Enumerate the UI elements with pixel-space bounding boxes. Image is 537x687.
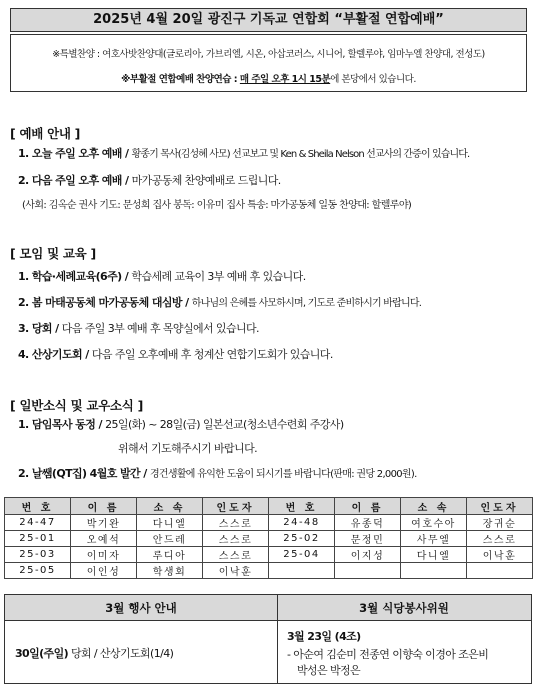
bulletin-title bbox=[10, 8, 527, 32]
column-divider bbox=[277, 595, 278, 683]
meal-service-names-2: 박성은 박정은 bbox=[297, 664, 361, 677]
table-row bbox=[5, 515, 533, 531]
worship-item-1-label: 1. 오늘 주일 오후 예배 / bbox=[18, 147, 132, 160]
news-item-2 bbox=[18, 465, 417, 481]
table-cell: 다니엘 bbox=[401, 547, 467, 563]
meetings-item-1-text: 학습세례 교육이 3부 예배 후 있습니다. bbox=[131, 270, 306, 283]
choir-practice-label: ※부활절 연합예배 찬양연습 : bbox=[121, 74, 240, 85]
table-cell: 24-48 bbox=[269, 515, 335, 531]
table-cell: 유종덕 bbox=[335, 515, 401, 531]
table-row bbox=[5, 531, 533, 547]
table-cell: 박기완 bbox=[71, 515, 137, 531]
meal-service-names-1: - 아순여 김순미 전종연 이향숙 이경아 조은비 bbox=[287, 648, 489, 661]
table-cell: 루디아 bbox=[137, 547, 203, 563]
table-cell: 다니엘 bbox=[137, 515, 203, 531]
special-choir-line: ※특별찬양 : 여호사밧찬양대(글로리아, 가브리엘, 시온, 아삽코러스, 시니어, 할렐루야, 임마누엘 찬양대, 전성도) bbox=[52, 49, 485, 60]
table-cell bbox=[467, 563, 533, 579]
column-header: 번 호 bbox=[5, 498, 71, 515]
table-cell: 이미자 bbox=[71, 547, 137, 563]
news-item-2-label: 2. 날쌤(QT집) 4월호 발간 / bbox=[18, 467, 150, 480]
table-cell: 25-03 bbox=[5, 547, 71, 563]
meal-service-date: 3월 23일 (4조) bbox=[287, 630, 361, 643]
events-text bbox=[15, 645, 173, 661]
meetings-item-2-label: 2. 봄 마태공동체 마가공동체 대심방 / bbox=[18, 296, 192, 309]
table-cell: 문정민 bbox=[335, 531, 401, 547]
choir-practice-place: 에 본당에서 있습니다. bbox=[330, 74, 416, 85]
title-date: 2025년 4월 20일 bbox=[93, 12, 208, 27]
meetings-item-4-text: 다음 주일 오후예배 후 청계산 연합기도회가 있습니다. bbox=[91, 348, 333, 361]
table-cell bbox=[401, 563, 467, 579]
meetings-item-3-label: 3. 당회 / bbox=[18, 322, 62, 335]
news-item-1-continued: 위해서 기도해주시기 바랍니다. bbox=[118, 442, 258, 455]
worship-roles: (사회: 김옥순 권사 기도: 문성희 집사 봉독: 이유미 집사 특송: 마가공동체 일동 찬양대: 할렐루야) bbox=[22, 200, 412, 211]
meetings-item-2 bbox=[18, 294, 421, 310]
column-header: 번 호 bbox=[269, 498, 335, 515]
meetings-item-3 bbox=[18, 320, 259, 336]
table-cell: 이낙훈 bbox=[203, 563, 269, 579]
choir-practice-time: 매 주일 오후 1시 15분 bbox=[239, 74, 331, 85]
table-cell: 이지성 bbox=[335, 547, 401, 563]
table-cell: 여호수아 bbox=[401, 515, 467, 531]
meetings-item-3-text: 다음 주일 3부 예배 후 목양실에서 있습니다. bbox=[61, 322, 259, 335]
table-cell: 안드레 bbox=[137, 531, 203, 547]
meetings-heading: [ 모임 및 교육 ] bbox=[10, 246, 96, 261]
column-header: 이 름 bbox=[71, 498, 137, 515]
table-cell: 25-04 bbox=[269, 547, 335, 563]
column-header: 소 속 bbox=[137, 498, 203, 515]
worship-heading: [ 예배 안내 ] bbox=[10, 126, 81, 141]
table-cell: 25-01 bbox=[5, 531, 71, 547]
bottom-info-box bbox=[4, 594, 532, 684]
worship-item-2 bbox=[18, 172, 281, 188]
meetings-item-4-label: 4. 산상기도회 / bbox=[18, 348, 92, 361]
choir-practice-line bbox=[11, 71, 526, 85]
table-row bbox=[5, 563, 533, 579]
table-cell bbox=[335, 563, 401, 579]
table-cell: 스스로 bbox=[203, 515, 269, 531]
meetings-item-1 bbox=[18, 268, 306, 284]
new-members-table bbox=[4, 497, 533, 579]
news-item-1-text: 25일(화) ~ 28일(금) 일본선교(청소년수련회 주강사) bbox=[105, 418, 344, 431]
news-item-2-text: 경건생활에 유익한 도움이 되시기를 바랍니다(판매: 권당 2,000원). bbox=[149, 469, 417, 480]
title-event: 광진구 기독교 연합회 “부활절 연합예배” bbox=[207, 12, 444, 27]
special-announcement-box bbox=[10, 34, 527, 92]
worship-item-1-text: 황종기 목사(김성혜 사모) 선교보고 및 Ken & Sheila Nelson 선교사의 간증이 있습니다. bbox=[131, 149, 470, 160]
table-cell: 학생회 bbox=[137, 563, 203, 579]
events-heading: 3월 행사 안내 bbox=[5, 595, 277, 621]
meetings-item-4 bbox=[18, 346, 333, 362]
table-header-row bbox=[5, 498, 533, 515]
table-cell: 사무엘 bbox=[401, 531, 467, 547]
meetings-item-1-label: 1. 학습·세례교육(6주) / bbox=[18, 270, 132, 283]
table-cell bbox=[269, 563, 335, 579]
events-date: 30일(주일) bbox=[15, 647, 69, 660]
meal-service-heading: 3월 식당봉사위원 bbox=[277, 595, 531, 621]
table-cell: 스스로 bbox=[203, 531, 269, 547]
worship-item-1 bbox=[18, 145, 469, 161]
news-heading: [ 일반소식 및 교우소식 ] bbox=[10, 398, 144, 413]
column-header: 인도자 bbox=[203, 498, 269, 515]
events-detail: 당회 / 산상기도회(1/4) bbox=[68, 647, 174, 660]
column-header: 인도자 bbox=[467, 498, 533, 515]
worship-item-2-text: 마가공동체 찬양예배로 드립니다. bbox=[131, 174, 281, 187]
table-cell: 25-05 bbox=[5, 563, 71, 579]
table-cell: 오예석 bbox=[71, 531, 137, 547]
news-item-1-label: 1. 담임목사 동정 / bbox=[18, 418, 106, 431]
table-cell: 25-02 bbox=[269, 531, 335, 547]
table-cell: 24-47 bbox=[5, 515, 71, 531]
worship-item-2-label: 2. 다음 주일 오후 예배 / bbox=[18, 174, 132, 187]
table-cell: 이낙훈 bbox=[467, 547, 533, 563]
news-item-1 bbox=[18, 416, 344, 432]
table-cell: 스스로 bbox=[203, 547, 269, 563]
column-header: 소 속 bbox=[401, 498, 467, 515]
table-cell: 이인성 bbox=[71, 563, 137, 579]
table-cell: 스스로 bbox=[467, 531, 533, 547]
table-row bbox=[5, 547, 533, 563]
meetings-item-2-text: 하나님의 은혜를 사모하시며, 기도로 준비하시기 바랍니다. bbox=[191, 298, 422, 309]
table-cell: 장귀순 bbox=[467, 515, 533, 531]
column-header: 이 름 bbox=[335, 498, 401, 515]
